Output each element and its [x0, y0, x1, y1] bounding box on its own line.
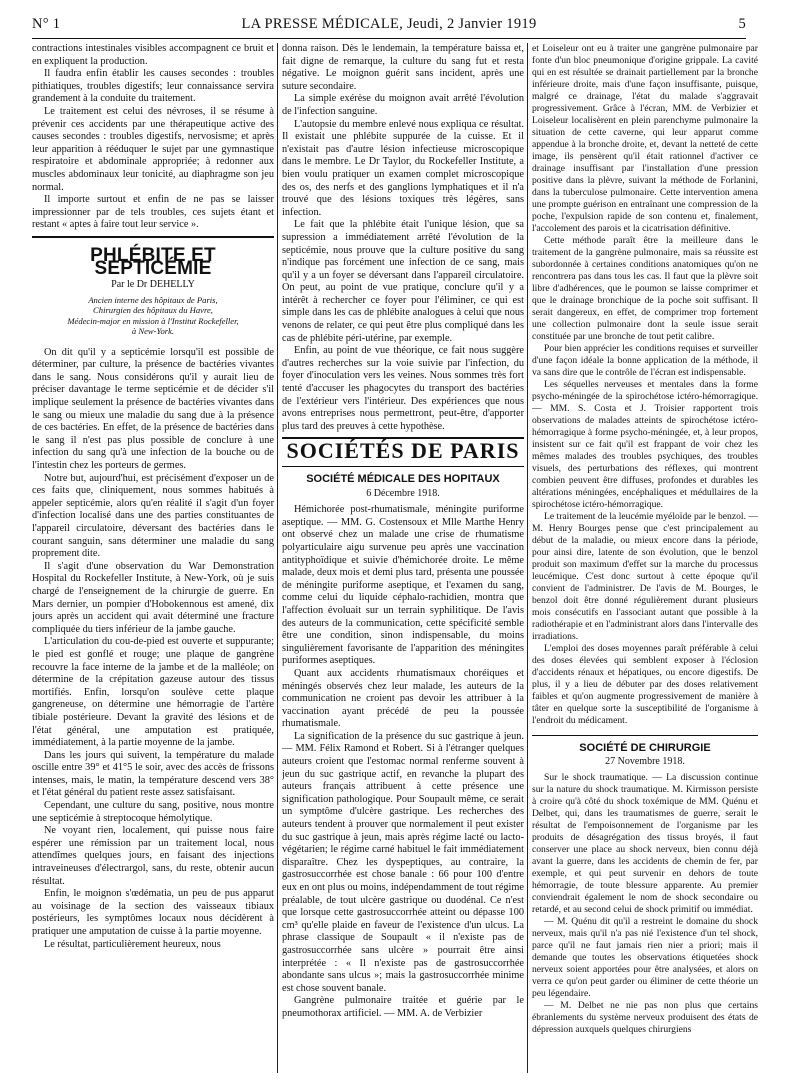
paragraph: L'articulation du cou-de-pied est ouverte et suppurante; le pied est gonflé et rouge; une plaque de gangrène recouvre la face interne de la jambe et de la malléole; on détermine de la crépitation gazeuse autour des tissus mortifiés. Enfin, lorsqu'on soulève cette plaque gangreneuse, on détermine une hémorragie de l'artère tibiale postérieure. Devant la gravité des lésions et de l'état général, une amputation est pratiquée, immédiatement, à la partie moyenne de la jambe. [32, 636, 274, 749]
report-paragraph: Cette méthode paraît être la meilleure dans le traitement de la gangrène pulmonaire, mais sa réussite est subordonnée à certaines conditions anatomiques qu'on ne rencontrera pas dans tous les cas. Il faut que la plèvre soit libre d'adhérences, que le poumon se laisse comprimer et que le drainage bronchique de la poche soit suffisant. Il serait dangereux, en effet, de comprimer trop fortement une collection pulmonaire dont la seule issue serait constituée par une bronche de tout petit calibre. [532, 235, 758, 342]
society-date: 6 Décembre 1918. [366, 487, 440, 499]
report-paragraph: L'emploi des doses moyennes paraît préférable à celui des doses élevées qui semblent exposer à l'éclosion d'accidents rénaux et hépatiques, ou encore digestifs. De plus, il y a lieu de débuter par des doses relativement faibles et qu'on augmente progressivement de manière à tâter en quelque sorte la susceptibilité de l'organisme à l'endroit du médicament. [532, 643, 758, 726]
paragraph: Enfin, le moignon s'œdématia, un peu de pus apparut au voisinage de la section des vaisseaux tibiaux postérieurs, les symptômes locaux nous décidèrent à pratiquer une amputation de cuisse à la partie moyenne. [32, 888, 274, 937]
paragraph: Il faudra enfin établir les causes secondes : troubles pithiatiques, troubles digestifs; leur connaissance servira grandement à la conduite du traitement. [32, 68, 274, 105]
paragraph: L'autopsie du membre enlevé nous expliqua ce résultat. Il existait une phlébite suppurée de la cuisse. Et il n'existait pas d'autre lésion infectieuse microscopique dans le membre. Le Dr Taylor, du Rockefeller Institute, a bien voulu pratiquer un examen complet microscopique des os, des nerfs et des ganglions lymphatiques et il n'a trouvé que des lésions toxiques très légères, sans infection. [282, 118, 524, 218]
journal-title: LA PRESSE MÉDICALE, Jeudi, 2 Janvier 1919 [241, 16, 537, 32]
society-title: SOCIÉTÉ DE CHIRURGIE [579, 742, 711, 754]
report-paragraph: Les séquelles nerveuses et mentales dans la forme psycho-méningée de la spirochétose ictéro-hémorragique. — MM. S. Costa et J. Troisier rapportent trois observations de malades atteints de spirochétose ictéro-hémorragique à forme psycho-méningée, et, à leur propos, insistent sur ce fait qu'il est frappant de voir chez les mêmes malades des troubles psychiques, des troubles visuels, des perturbations des réflexes, qui montrent combien peuvent être diffuses, profondes et durables les altérations méningées, encéphaliques et médullaires de la spirochétose ictéro-hémorragique. [532, 379, 758, 510]
paragraph: Il importe surtout et enfin de ne pas se laisser impressionner par de tels troubles, ces sujets étant et restant « aptes à faire tout leur service ». [32, 194, 274, 231]
article-title: PHLÉBITE ET SEPTICÉMIE [90, 244, 216, 279]
page-number: 5 [738, 16, 746, 32]
section-rule [282, 466, 524, 467]
paragraph: Dans les jours qui suivent, la température du malade oscille entre 39° et 41°5 le soir, avec des accès de frissons intenses, mais, le matin, la température descend vers 38° et l'état général du patient reste assez satisfaisant. [32, 749, 274, 799]
paragraph: Ne voyant rien, localement, qui puisse nous faire espérer une rémission par un traitement local, nous attendîmes quelques jours, en faisant des injections intraveineuses d'électrargol, sans, du reste, obtenir aucun résultat. [32, 825, 274, 887]
affiliation-line: à New-York. [131, 326, 175, 337]
affiliation-line: Médecin-major en mission à l'Institut Rockefeller, [67, 315, 239, 326]
report-paragraph: — M. Quénu dit qu'il a restreint le domaine du shock nerveux, mais qu'il n'a pas nié l'existence d'un tel shock, parce qu'il ne faut jamais rien nier a priori; mais il demande que toutes les observations étiquetées shock nerveux soient apportées pour être analysées, et alors on verra ce qu'on peut garder ou éliminer de cette théorie un peu légendaire. [532, 916, 758, 999]
section-rule [532, 735, 758, 736]
report-paragraph: Hémichorée post-rhumatismale, méningite puriforme aseptique. — MM. G. Costensoux et Mlle Marthe Henry ont observé chez un malade une crise de rhumatisme polyarticulaire aigu survenue peu après une vaccination antityphoïdique et suivie d'hémichorée droite. Le même malade, deux mois et demi plus tard, présenta une poussée de méningite puriforme aseptique, et l'examen du sang, comme celui du liquide céphalo-rachidien, montra que l'affection évoluait sur un terrain syphilitique. De l'avis des auteurs de la communication, cette spécificité semble être une condition, sinon indispensable, du moins singulièrement favorisante de l'apparition des méningites puriformes aseptiques. [282, 504, 524, 667]
affiliation-line: Ancien interne des hôpitaux de Paris, [88, 294, 218, 305]
column-3 [532, 43, 758, 1073]
article-byline: Par le Dr DEHELLY [111, 279, 195, 291]
paragraph: Il s'agit d'une observation du War Demonstration Hospital du Rockefeller Institute, à New-York, où je suis chargé de l'enseignement de la chirurgie de guerre. En Mars dernier, un pompier d'Hobokennous est amené, dix jours après un accident qui avait déterminé une fracture compliquée du tiers inférieur de la jambe gauche. [32, 560, 274, 635]
report-paragraph: Pour bien apprécier les conditions requises et surveiller d'une façon idéale la bonne application de la méthode, il va sans dire que le contrôle de l'écran est indispensable. [532, 343, 758, 378]
paragraph: On dit qu'il y a septicémie lorsqu'il est possible de déterminer, par culture, la présence de bactéries vivantes dans le sang. Nous considérons qu'il y aurait lieu de préciser davantage le terme septicémie et de décider s'il implique seulement la présence de bactéries vivantes dans le sang ou mieux une maladie du sang due à la présence de ces bactéries. En effet, de la présence de bactéries dans le sang il n'est pas plus possible de conclure à une infection du sang qu'à une infection de la bouche ou de l'intestin chez les porteurs de germes. [32, 346, 274, 472]
affiliation-line: Chirurgien des hôpitaux du Havre, [93, 305, 213, 316]
society-title: SOCIÉTÉ MÉDICALE DES HOPITAUX [306, 473, 500, 485]
section-rule [32, 236, 274, 238]
report-paragraph: — M. Delbet ne nie pas non plus que certains ébranlements du système nerveux produisent des états de dépression auxquels quelques chirurgiens [532, 1000, 758, 1035]
column-divider [527, 43, 528, 1073]
report-paragraph: Gangrène pulmonaire traitée et guérie par le pneumothorax artificiel. — MM. A. de Verbizier [282, 995, 524, 1019]
paragraph: Le traitement est celui des névroses, il se résume à prévenir ces accidents par une thérapeutique active des causes secondes : troubles digestifs, nervosisme; et après leur apparition à rééduquer le sujet par une gymnastique respiratoire et abdominale appropriée; à redonner aux muscles abdominaux leur tonicité, au diaphragme son jeu normal. [32, 105, 274, 193]
paragraph: Cependant, une culture du sang, positive, nous montre une septicémie à streptocoque hémolytique. [32, 800, 274, 824]
report-paragraph: La signification de la présence du suc gastrique à jeun. — MM. Félix Ramond et Robert. Si à l'étranger quelques auteurs croient que l'estomac normal renferme souvent à jeun du suc gastrique actif, en revanche la plupart des auteurs français attribuent à cette présence une signification pathologique. Pour Soupault même, ce serait un symptôme d'ulcère gastrique. Les recherches des auteurs tendent à prouver que normalement il peut exister du suc gastrique à jeun, mais après régime lacté ou lacto-végétarien; le régime carné habituel le fait immédiatement disparaître. Chez les dyspeptiques, au contraire, la gastrosuccorrhée est chose banale : 66 pour 100 d'entre eux en ont plus ou moins, indépendamment de tout régime préalable, de tout ulcère gastrique ou duodénal. Ce n'est que lorsque cette gastrosuccorrhée atteint ou dépasse 100 cm³ qu'elle plaide en faveur de l'existence d'un ulcus. La phrase classique de Soupault « il n'existe pas de gastrosuccorrhée sans ulcère » pourrait être ainsi interprétée : « Il n'existe pas de gastrosuccorrhée abondante sans ulcus »; mais la gastrosuccorrhée minime est chose souvent banale. [282, 730, 524, 994]
report-paragraph: Le traitement de la leucémie myéloïde par le benzol. — M. Henry Bourges pense que c'est principalement au début de la maladie, ou mieux encore dans la période, pour ainsi dire, latente de son évolution, que le benzol produit son maximum d'effet sur la marche du processus leucémique. C'est donc surtout à cette époque qu'il convient de l'administrer. De l'avis de M. Bourges, le benzol doit être donné régulièrement durant plusieurs mois consécutifs en l'associant autant que possible à la radiothérapie et en l'administrant alors dans l'intervalle des irradiations. [532, 511, 758, 642]
column-1 [32, 43, 274, 1073]
column-divider [277, 43, 278, 1073]
paragraph: Enfin, au point de vue théorique, ce fait nous suggère d'autres recherches sur la voie suivie par l'infection, du foyer d'inoculation vers les veines. Nous sommes très fort tenté d'accuser les phagocytes du transport des bactéries de l'extérieur vers l'intérieur. Des expériences que nous avons entreprises nous permettront, peut-être, d'apporter plus tard des preuves à cette hypothèse. [282, 345, 524, 432]
paragraph: Le fait que la phlébite était l'unique lésion, que sa supression a immédiatement arrêté l'évolution de la septicémie, nous prouve que la culture positive du sang n'indique pas forcément une infection de ce sang, mais qu'il y a un foyer se déversant dans l'appareil circulatoire. On peut, au point de vue pratique, conclure qu'il y a intérêt à rechercher ce foyer pour l'éliminer, ce qui est simple dans les cas de phlébite analogues à celui que nous venons de relater, ce qui peut être plus compliqué dans les cas de phlébite péri-utérine, par exemple. [282, 219, 524, 344]
header-rule [32, 38, 746, 39]
report-paragraph: et Loiseleur ont eu à traiter une gangrène pulmonaire par fonte d'un bloc pneumonique d'origine grippale. La cavité qui en est résultée se drainait partiellement par la bronche inférieure droite, mais d'une façon insuffisante, puisque, malgré ce drainage, l'état du malade s'aggravait progressivement. Grâce à l'écran, MM. de Verbizier et Loiseleur localisèrent en plein parenchyme pulmonaire la situation de cette caverne, qui leur apparut comme appendue à la bronche droite, et, devant la netteté de cette image, ils pensèrent qu'il était rationnel d'activer ce drainage insuffisant par l'installation d'une pression positive dans la plèvre, suivant la méthode de Forlanini, dans la tuberculose pulmonaire. Cette intervention amena une prompte guérison en entraînant une compression de la poche, l'expulsion rapide de son contenu et, finalement, l'accolement des parois et la cicatrisation définitive. [532, 43, 758, 234]
paragraph: donna raison. Dès le lendemain, la température baissa et, fait digne de remarque, la culture du sang fut et resta négative. Le moignon guérit sans incident, après une suture secondaire. [282, 43, 524, 92]
paragraph: Notre but, aujourd'hui, est précisément d'exposer un de ces faits que, cliniquement, nous sommes habitués à appeler septicémie, alors qu'en réalité il s'agit d'un foyer d'infection localisé dans une des parties constituantes de l'appareil circulatoire, déversant des bactéries dans le courant sanguin, sans déterminer une maladie du sang proprement dite. [32, 472, 274, 560]
report-paragraph: Quant aux accidents rhumatismaux choréiques et méningés observés chez leur malade, les auteurs de la communication ne croient pas devoir les attribuer à la vaccination ayant précédé de peu la poussée rhumatismale. [282, 667, 524, 730]
paragraph: Le résultat, particulièrement heureux, nous [44, 938, 221, 950]
society-date: 27 Novembre 1918. [605, 756, 685, 767]
author-affiliation [32, 295, 274, 337]
paragraph: contractions intestinales visibles accompagnent ce bruit et en expliquent la production. [32, 43, 274, 67]
report-paragraph: Sur le shock traumatique. — La discussion continue sur la nature du shock traumatique. M. Kirmisson persiste à croire qu'à côté du shock toxémique de MM. Quénu et Delbet, qui, dans les traumatismes de guerre, serait le résultat de l'empoisonnement de l'organisme par les produits de désagrégation des tissus broyés, il faut conserver une place au shock nerveux, bien connu déjà avant la guerre, dans les accidents de chemin de fer, par exemple, et qui peut survenir en dehors de toute hémorragie, de toute blessure apparente. Au premier conviendrait également le nom de shock secondaire ou retardé, et au second celui de shock primitif ou immédiat. [532, 772, 758, 915]
section-title: SOCIÉTÉS DE PARIS [286, 438, 520, 464]
issue-number: N° 1 [32, 16, 61, 32]
page-header [32, 16, 746, 36]
column-2 [282, 43, 524, 1073]
paragraph: La simple exérèse du moignon avait arrêté l'évolution de l'infection sanguine. [282, 93, 524, 117]
